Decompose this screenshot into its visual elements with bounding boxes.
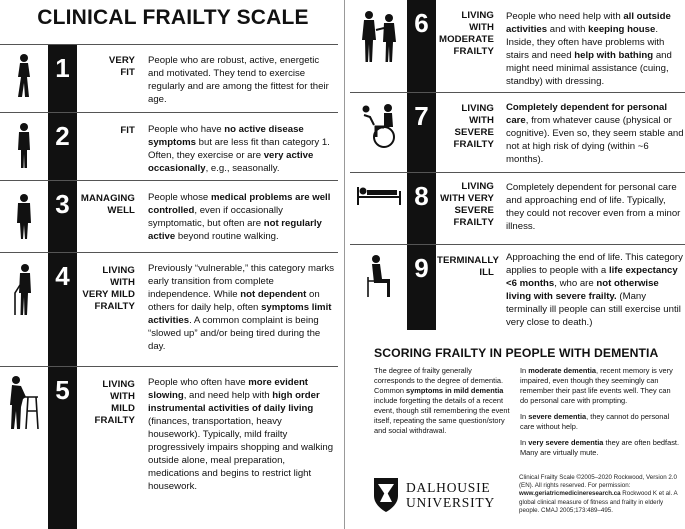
level-label-line: FRAILTY <box>453 139 494 150</box>
standing-person-icon <box>2 122 46 170</box>
level-desc-8: Completely dependent for personal care and approaching end of life. Typically, they could not recover even from a minor illness. <box>506 182 681 232</box>
level-label-9 <box>437 255 499 279</box>
level-label-5 <box>78 379 135 427</box>
level-row-3 <box>0 180 338 252</box>
level-label-line: WITH <box>110 391 135 402</box>
level-number-1: 1 <box>48 45 77 112</box>
wheelchair-icon <box>356 103 404 149</box>
level-label-line: SEVERE <box>454 205 494 216</box>
dementia-paragraph: In very severe dementia they are often bedfast. Many are virtually mute. <box>520 438 680 457</box>
level-label-line: WELL <box>107 205 135 216</box>
level-label-line: TERMINALLY <box>437 255 499 266</box>
level-label-line: VERY MILD <box>82 289 135 300</box>
person-with-cane-icon <box>2 263 46 317</box>
person-with-helper-icon <box>356 10 404 64</box>
level-label-line: FRAILTY <box>94 301 135 312</box>
level-label-line: LIVING <box>461 10 494 21</box>
level-desc-2: People who have no active disease symptoms but are less fit than category 1. Often, they exercise or are very active occasionally, e.g., seasonally. <box>148 124 330 174</box>
level-label-line: FRAILTY <box>94 415 135 426</box>
level-label-line: MILD <box>111 403 135 414</box>
level-row-9 <box>350 244 685 330</box>
level-label-line: WITH <box>469 115 494 126</box>
level-desc-7: Completely dependent for personal care, from whatever cause (physical or cognitive). Even so, they seem stable and not at high risk of dying (within ~6 months). <box>506 102 684 165</box>
level-number-2: 2 <box>48 113 77 180</box>
level-number-9: 9 <box>407 245 436 330</box>
level-label-line: LIVING <box>102 379 135 390</box>
dementia-paragraph: In severe dementia, they cannot do personal care without help. <box>520 412 670 431</box>
level-number-5: 5 <box>48 367 77 529</box>
level-label-line: WITH <box>469 22 494 33</box>
level-desc-4: Previously “vulnerable,” this category marks early transition from complete independence. While not dependent on others for daily help, often symptoms limit activities. A common complaint is being “slowed up” and/or being tired during the day. <box>148 263 335 352</box>
level-number-8: 8 <box>407 173 436 244</box>
dementia-section-title: SCORING FRAILTY IN PEOPLE WITH DEMENTIA <box>374 346 659 360</box>
level-label-line: LIVING <box>461 181 494 192</box>
dementia-paragraph: In moderate dementia, recent memory is very impaired, even though they seemingly can remember their past life events well. They can do personal care with prompting. <box>520 366 673 405</box>
level-number-3: 3 <box>48 181 77 252</box>
level-row-4 <box>0 252 338 366</box>
level-label-line: MANAGING <box>80 193 135 204</box>
university-crest-icon <box>372 476 400 514</box>
level-number-6: 6 <box>407 0 436 92</box>
column-divider <box>344 0 345 529</box>
university-name-line: DALHOUSIE <box>406 480 491 495</box>
bed-icon <box>354 183 404 207</box>
level-label-line: LIVING <box>102 265 135 276</box>
level-desc-3: People whose medical problems are well controlled, even if occasionally symptomatic, but often are not regularly active beyond routine walking. <box>148 192 331 242</box>
level-row-6 <box>350 0 685 92</box>
level-label-7 <box>437 103 494 151</box>
level-label-6 <box>437 10 494 58</box>
level-label-2 <box>78 125 135 137</box>
page-title: CLINICAL FRAILTY SCALE <box>37 6 309 29</box>
level-desc-5: People who often have more evident slowing, and need help with high order instrumental activities of daily living (finances, transportation, heavy housework). Typically, mild frailty progressively impairs shopping and walking outside alone, meal preparation, medications and begins to restrict light housework. <box>148 377 334 492</box>
level-label-4 <box>78 265 135 313</box>
level-label-line: WITH <box>110 277 135 288</box>
level-number-7: 7 <box>407 93 436 172</box>
university-name <box>406 480 495 510</box>
walking-person-icon <box>2 53 46 99</box>
dementia-right-text <box>520 366 680 464</box>
dementia-left-text: The degree of frailty generally corresponds to the degree of dementia. Common symptoms in mild dementia include forgetting the details of a recent event, though still remembering the event itself, repeating the same question/story and social withdrawal. <box>374 366 510 435</box>
level-row-5 <box>0 366 338 529</box>
level-label-line: ILL <box>479 267 494 278</box>
level-label-line: WITH VERY <box>440 193 494 204</box>
person-with-walker-icon <box>2 375 46 431</box>
level-row-7 <box>350 92 685 172</box>
level-label-line: FIT <box>120 125 135 136</box>
level-label-line: LIVING <box>461 103 494 114</box>
university-name-line: UNIVERSITY <box>406 495 495 510</box>
level-row-2 <box>0 112 338 180</box>
level-label-3 <box>78 193 135 217</box>
copyright-credits: Clinical Frailty Scale ©2005–2020 Rockwood, Version 2.0 (EN). All rights reserved. For permission: www.geriatricmedicineresearch.ca Rockwood K et al. A global clinical measure of fitness and frailty in elderly people. CMAJ 2005;173:489–495. <box>519 474 678 514</box>
level-label-line: FRAILTY <box>453 46 494 57</box>
level-label-line: FIT <box>120 67 135 78</box>
seated-person-icon <box>356 253 404 299</box>
level-label-line: FRAILTY <box>453 217 494 228</box>
dalhousie-logo <box>372 474 512 520</box>
level-row-8 <box>350 172 685 244</box>
level-label-1 <box>78 55 135 79</box>
level-number-4: 4 <box>48 253 77 366</box>
level-label-line: SEVERE <box>454 127 494 138</box>
level-label-line: VERY <box>108 55 135 66</box>
level-label-8 <box>437 181 494 229</box>
level-desc-6: People who need help with all outside activities and with keeping house. Inside, they often have problems with stairs and need help with bathing and might need minimal assistance (cuing, standby) with dressing. <box>506 11 672 87</box>
level-desc-9: Approaching the end of life. This category applies to people with a life expectancy <6 months, who are not otherwise living with severe frailty. (Many terminally ill people can still exercise until very close to death.) <box>506 252 683 328</box>
level-label-line: MODERATE <box>439 34 494 45</box>
level-desc-1: People who are robust, active, energetic and motivated. They tend to exercise regularly and are among the fittest for their age. <box>148 55 329 105</box>
standing-person-icon <box>2 193 46 241</box>
level-row-1 <box>0 44 338 112</box>
